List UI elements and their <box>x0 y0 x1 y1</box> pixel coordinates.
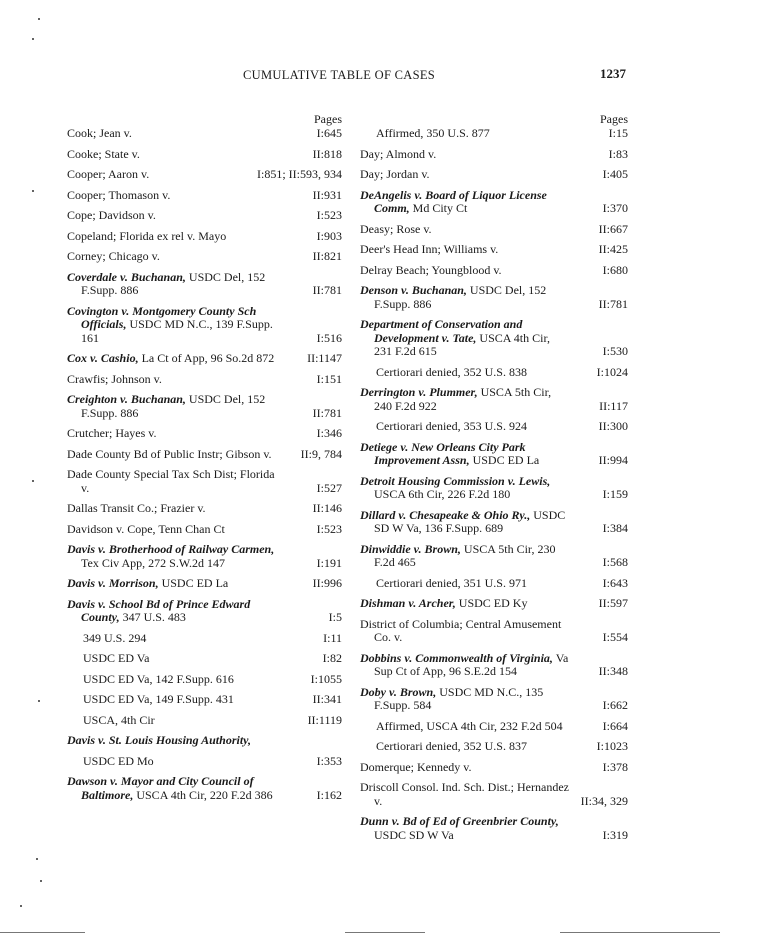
case-citation: Cooper; Thomason v. <box>67 187 171 202</box>
page-reference: I:83 <box>608 146 628 161</box>
page-reference: I:5 <box>328 610 342 624</box>
case-entry <box>67 209 342 223</box>
case-entry <box>360 366 628 380</box>
case-entry <box>360 652 628 679</box>
case-entry <box>67 734 342 748</box>
case-name <box>67 305 342 346</box>
page-reference: I:405 <box>602 167 628 181</box>
case-citation: Certiorari denied, 352 U.S. 838 <box>376 364 527 379</box>
case-name <box>360 223 628 237</box>
case-name <box>67 373 342 387</box>
case-entry <box>67 632 342 646</box>
case-citation: Affirmed, USCA 4th Cir, 232 F.2d 504 <box>376 718 563 733</box>
case-entry <box>67 271 342 298</box>
case-name <box>360 127 628 141</box>
page-reference: I:662 <box>602 698 628 712</box>
case-entry <box>360 720 628 734</box>
case-citation: 347 U.S. 483 <box>119 610 186 624</box>
case-title-italic: Doby v. Brown, <box>360 684 437 699</box>
case-title-italic: Coverdale v. Buchanan, <box>67 269 186 284</box>
case-citation: USDC MD N.C., 139 F.Supp. 161 <box>81 317 273 345</box>
case-entry <box>360 284 628 311</box>
case-entry <box>360 441 628 468</box>
case-citation: Md City Ct <box>409 201 468 215</box>
case-title-italic: DeAngelis v. Board of Liquor License Comm, <box>360 187 547 215</box>
case-title-italic: Creighton v. Buchanan, <box>67 392 186 406</box>
case-entry <box>67 502 342 516</box>
case-title-italic: Dillard v. Chesapeake & Ohio Ry., <box>360 507 531 522</box>
case-name <box>360 509 628 536</box>
page-reference: I:643 <box>602 575 628 590</box>
case-citation: Deer's Head Inn; Williams v. <box>360 242 499 256</box>
case-name <box>67 693 342 707</box>
page-reference: II:146 <box>312 501 342 515</box>
case-citation: USDC MD N.C., 135 F.Supp. 584 <box>374 684 544 712</box>
case-name <box>360 168 628 182</box>
case-entry <box>360 223 628 237</box>
page-reference: I:151 <box>316 371 342 386</box>
case-citation: 349 U.S. 294 <box>83 630 147 645</box>
pages-column-header: Pages <box>600 112 628 126</box>
case-entry <box>67 543 342 570</box>
case-entry <box>67 448 342 462</box>
left-column <box>67 113 342 809</box>
case-entry <box>67 427 342 441</box>
case-citation: Cook; Jean v. <box>67 126 132 140</box>
case-citation: Crutcher; Hayes v. <box>67 426 157 440</box>
running-header <box>0 68 763 86</box>
case-citation: USDC ED La <box>469 453 540 467</box>
case-entry <box>360 686 628 713</box>
case-entry <box>360 189 628 216</box>
scan-edge-line <box>345 932 425 933</box>
case-citation: Domerque; Kennedy v. <box>360 759 472 774</box>
page-reference: II:821 <box>312 249 342 263</box>
case-entry <box>67 693 342 707</box>
page-reference: I:523 <box>316 521 342 536</box>
case-name <box>67 148 342 162</box>
page-reference: II:9, 784 <box>300 446 342 461</box>
case-citation: Affirmed, 350 U.S. 877 <box>376 126 490 140</box>
case-name <box>67 127 342 141</box>
case-entry <box>360 243 628 257</box>
page-reference: I:370 <box>602 201 628 215</box>
page-reference: I:346 <box>316 426 342 440</box>
case-name <box>67 775 342 802</box>
case-name <box>360 652 628 679</box>
case-citation: USDC SD W Va, 136 F.Supp. 689 <box>374 507 566 535</box>
case-citation: Cope; Davidson v. <box>67 208 156 222</box>
page-reference: I:384 <box>602 521 628 535</box>
page-reference: II:818 <box>312 146 342 161</box>
case-name <box>67 673 342 687</box>
case-citation: District of Columbia; Central Amusement Co. v. <box>360 616 562 644</box>
case-entry <box>360 264 628 278</box>
case-citation: Cooper; Aaron v. <box>67 167 150 181</box>
case-name <box>360 366 628 380</box>
case-title-italic: Dishman v. Archer, <box>360 596 456 610</box>
case-name <box>360 475 628 502</box>
case-name <box>67 393 342 420</box>
case-name <box>67 714 342 728</box>
case-title-italic: Derrington v. Plummer, <box>360 385 478 399</box>
case-citation: USCA 5th Cir, 230 F.2d 465 <box>374 541 556 569</box>
case-title-italic: Davis v. Morrison, <box>67 576 159 590</box>
case-citation: USCA, 4th Cir <box>83 712 155 727</box>
case-entry <box>360 543 628 570</box>
case-title-italic: Davis v. School Bd of Prince Edward County, <box>67 596 251 624</box>
case-entry <box>67 168 342 182</box>
page-reference: I:568 <box>602 555 628 569</box>
page-reference: II:781 <box>312 405 342 420</box>
case-entry <box>360 168 628 182</box>
page-reference: I:191 <box>316 555 342 570</box>
case-entry <box>67 468 342 495</box>
case-entry <box>360 509 628 536</box>
case-entry <box>360 815 628 842</box>
case-entry <box>67 189 342 203</box>
case-name <box>67 250 342 264</box>
case-name <box>67 427 342 441</box>
case-entry <box>360 127 628 141</box>
case-citation: USCA 6th Cir, 226 F.2d 180 <box>374 487 511 501</box>
case-entry <box>67 230 342 244</box>
case-entry <box>67 577 342 591</box>
case-name <box>360 815 628 842</box>
case-name <box>360 284 628 311</box>
scan-speck <box>32 480 34 482</box>
case-citation: USCA 5th Cir, 240 F.2d 922 <box>374 385 552 413</box>
page-number: 1237 <box>600 66 626 81</box>
case-name <box>67 230 342 244</box>
pages-column-header: Pages <box>314 112 342 126</box>
case-name <box>360 318 628 359</box>
page-reference: I:1055 <box>310 671 342 686</box>
page-reference: II:425 <box>598 242 628 256</box>
case-name <box>360 243 628 257</box>
case-name <box>360 761 628 775</box>
scan-speck <box>40 880 42 882</box>
case-name <box>67 543 342 570</box>
case-name <box>67 652 342 666</box>
case-citation: USDC ED Va, 149 F.Supp. 431 <box>83 692 234 706</box>
case-citation: Crawfis; Johnson v. <box>67 371 162 386</box>
case-citation: USCA 4th Cir, 231 F.2d 615 <box>374 330 550 358</box>
case-citation: Corney; Chicago v. <box>67 249 160 263</box>
case-name <box>67 352 342 366</box>
page-reference: II:667 <box>598 221 628 236</box>
case-citation: Day; Almond v. <box>360 146 437 161</box>
case-entry <box>67 250 342 264</box>
case-citation: Certiorari denied, 353 U.S. 924 <box>376 419 527 433</box>
case-citation: USDC ED La <box>158 576 229 590</box>
case-name <box>67 468 342 495</box>
case-citation: USDC SD W Va <box>374 827 454 842</box>
page-reference: I:527 <box>316 480 342 495</box>
page-reference: I:530 <box>602 344 628 358</box>
case-citation: Dallas Transit Co.; Frazier v. <box>67 501 206 515</box>
case-citation: Certiorari denied, 352 U.S. 837 <box>376 739 527 753</box>
scan-speck <box>36 858 38 860</box>
case-name <box>67 577 342 591</box>
case-citation: Delray Beach; Youngblood v. <box>360 262 502 277</box>
case-title-italic: Dinwiddie v. Brown, <box>360 541 461 556</box>
case-entry <box>67 148 342 162</box>
case-title-italic: Davis v. Brotherhood of Railway Carmen, <box>67 542 275 556</box>
page-reference: II:117 <box>599 398 628 413</box>
case-title-italic: Dawson v. Mayor and City Council of Baltimore, <box>67 774 254 802</box>
case-entry <box>67 305 342 346</box>
case-citation: Dade County Special Tax Sch Dist; Florida v. <box>67 467 275 495</box>
case-name <box>67 189 342 203</box>
page-reference: I:664 <box>602 718 628 733</box>
case-name <box>67 734 342 748</box>
case-name <box>360 543 628 570</box>
case-name <box>67 755 342 769</box>
case-citation: USDC Del, 152 F.Supp. 886 <box>81 269 266 297</box>
case-entry <box>67 775 342 802</box>
case-title-italic: Dobbins v. Commonwealth of Virginia, <box>360 650 553 665</box>
case-citation: Copeland; Florida ex rel v. Mayo <box>67 228 227 243</box>
case-entry <box>360 577 628 591</box>
case-citation: USDC ED Ky <box>455 596 528 610</box>
page-reference: II:1147 <box>307 351 342 365</box>
case-entry <box>67 755 342 769</box>
case-citation: Certiorari denied, 351 U.S. 971 <box>376 575 527 590</box>
page-reference: I:353 <box>316 753 342 768</box>
page-reference: II:597 <box>598 596 628 610</box>
case-name <box>67 598 342 625</box>
case-title-italic: Cox v. Cashio, <box>67 351 139 365</box>
case-title-italic: Dunn v. Bd of Ed of Greenbrier County, <box>360 814 559 828</box>
case-entry <box>67 373 342 387</box>
case-citation: Day; Jordan v. <box>360 167 430 181</box>
case-citation: USDC ED Mo <box>83 753 154 768</box>
case-citation: USDC Del, 152 F.Supp. 886 <box>81 392 266 420</box>
page-reference: I:159 <box>602 487 628 501</box>
case-entry <box>360 618 628 645</box>
case-name <box>360 441 628 468</box>
case-name <box>67 502 342 516</box>
case-name <box>360 264 628 278</box>
case-entry <box>67 673 342 687</box>
case-entry <box>67 127 342 141</box>
case-citation: Davidson v. Cope, Tenn Chan Ct <box>67 521 225 536</box>
case-entry <box>360 318 628 359</box>
scan-speck <box>32 38 34 40</box>
case-entry <box>67 714 342 728</box>
case-citation: Cooke; State v. <box>67 146 140 161</box>
page-reference: I:554 <box>602 630 628 644</box>
page-reference: I:162 <box>316 787 342 802</box>
page-reference: II:34, 329 <box>580 793 628 808</box>
case-title-italic: Detiege v. New Orleans City Park Improvement Assn, <box>360 439 526 467</box>
case-citation: Va Sup Ct of App, 96 S.E.2d 154 <box>374 650 569 678</box>
case-entry <box>67 352 342 366</box>
page-reference: II:348 <box>598 664 628 678</box>
case-citation: Tex Civ App, 272 S.W.2d 147 <box>81 555 226 570</box>
case-title-italic: Detroit Housing Commission v. Lewis, <box>360 473 551 488</box>
case-name <box>360 618 628 645</box>
page-reference: I:680 <box>602 262 628 277</box>
case-citation: Dade County Bd of Public Instr; Gibson v. <box>67 446 272 461</box>
page-reference: II:931 <box>312 187 342 202</box>
right-column <box>360 113 628 849</box>
case-citation: La Ct of App, 96 So.2d 872 <box>138 351 275 365</box>
case-entry <box>360 781 628 808</box>
page-reference: II:994 <box>598 453 628 467</box>
case-title-italic: Covington v. Montgomery County Sch Officials, <box>67 303 257 331</box>
case-entry <box>360 420 628 434</box>
page-reference: I:851; II:593, 934 <box>257 167 342 181</box>
scan-edge-line <box>560 932 720 933</box>
case-title-italic: Denson v. Buchanan, <box>360 283 467 297</box>
page-reference: I:378 <box>602 759 628 774</box>
scan-speck <box>38 700 40 702</box>
page-reference: II:996 <box>312 576 342 590</box>
page-reference: I:1024 <box>596 364 628 379</box>
page-reference: I:319 <box>602 827 628 842</box>
page-reference: I:523 <box>316 208 342 222</box>
case-name <box>360 686 628 713</box>
case-name <box>67 523 342 537</box>
page-reference: I:1023 <box>596 739 628 753</box>
case-citation: USDC Del, 152 F.Supp. 886 <box>374 283 547 311</box>
page-reference: II:341 <box>312 692 342 706</box>
case-name <box>360 577 628 591</box>
case-entry <box>360 148 628 162</box>
case-entry <box>360 597 628 611</box>
case-name <box>67 271 342 298</box>
scan-edge-line <box>0 932 85 933</box>
case-citation: USCA 4th Cir, 220 F.2d 386 <box>133 787 273 802</box>
page-reference: I:15 <box>608 126 628 140</box>
case-citation: USDC ED Va, 142 F.Supp. 616 <box>83 671 234 686</box>
case-name <box>67 632 342 646</box>
case-entry <box>360 386 628 413</box>
case-entry <box>67 652 342 666</box>
case-entry <box>67 393 342 420</box>
case-name <box>360 386 628 413</box>
scan-speck <box>38 18 40 20</box>
page-reference: I:516 <box>316 330 342 345</box>
case-name <box>67 209 342 223</box>
page-reference: I:645 <box>316 126 342 140</box>
case-citation: USDC ED Va <box>83 651 150 665</box>
case-title-italic: Davis v. St. Louis Housing Authority, <box>67 733 252 747</box>
case-title-italic: Department of Conservation and Development v. Tate, <box>360 317 523 345</box>
scan-speck <box>32 190 34 192</box>
case-entry <box>360 475 628 502</box>
case-name <box>360 148 628 162</box>
page-reference: II:781 <box>312 283 342 297</box>
page-reference: II:781 <box>598 296 628 311</box>
case-entry <box>67 598 342 625</box>
case-name <box>360 720 628 734</box>
case-name <box>360 740 628 754</box>
page-reference: II:300 <box>598 419 628 433</box>
case-name <box>360 597 628 611</box>
case-name <box>360 420 628 434</box>
case-entry <box>67 523 342 537</box>
case-entry <box>360 761 628 775</box>
case-entry <box>360 740 628 754</box>
case-citation: Driscoll Consol. Ind. Sch. Dist.; Hernandez v. <box>360 780 569 808</box>
page-reference: II:1119 <box>307 712 342 727</box>
scan-speck <box>20 905 22 907</box>
page-reference: I:903 <box>316 228 342 243</box>
case-name <box>360 189 628 216</box>
page-title: CUMULATIVE TABLE OF CASES <box>243 68 436 82</box>
page-reference: I:11 <box>323 630 342 645</box>
page-reference: I:82 <box>322 651 342 665</box>
case-citation: Deasy; Rose v. <box>360 221 432 236</box>
